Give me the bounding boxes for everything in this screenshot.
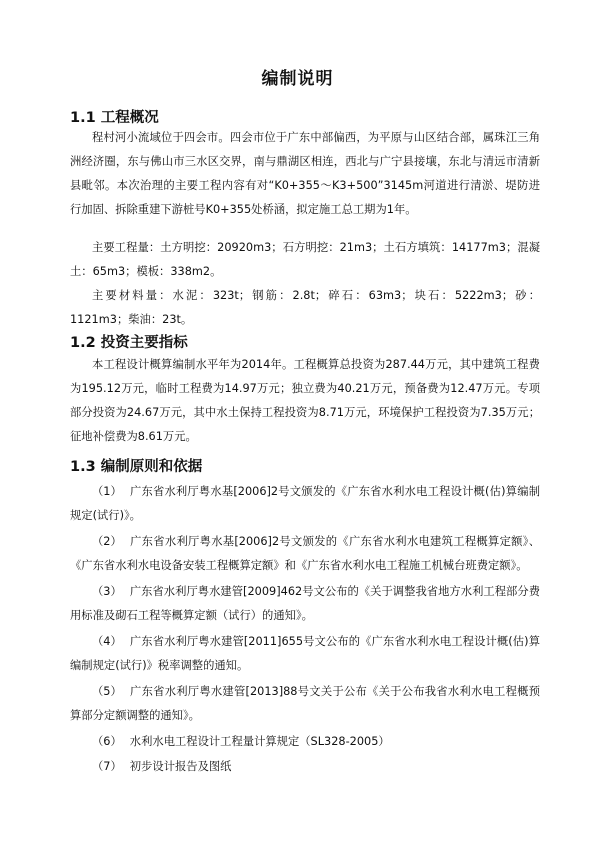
item-number: （5）: [92, 685, 122, 698]
document-title: 编制说明: [261, 69, 334, 89]
item-number: （1）: [92, 485, 122, 498]
investment-paragraph: 本工程设计概算编制水平年为2014年。工程概算总投资为287.44万元，其中建筑工程费为195.12万元，临时工程费为14.97万元；独立费为40.21万元，预备费为12.47万元。专项部分投资为24.67万元，其中水土保持工程投资为8.71万元，环境保护工程投资为7.35万元；征地补偿费为8.61万元。: [70, 358, 540, 443]
item-number: （7）: [92, 760, 122, 773]
item-number: （3）: [92, 585, 122, 598]
principle-item: [70, 755, 540, 779]
principle-item: [70, 480, 540, 528]
overview-paragraph: 程村河小流域位于四会市。四会市位于广东中部偏西，为平原与山区结合部，属珠江三角洲经济圈，东与佛山市三水区交界，南与鼎湖区相连，西北与广宁县接壤，东北与清远市清新县毗邻。本次治理的主要工程内容有对“K0+355～K3+500”3145m河道进行清淤、堤防进行加固、拆除重建下游桩号K0+355处桥涵，拟定施工总工期为1年。: [70, 131, 540, 216]
item-text: 广东省水利厅粤水基[2006]2号文颁发的《广东省水利水电工程设计概(估)算编制规定(试行)》。: [70, 485, 540, 522]
item-number: （4）: [92, 635, 122, 648]
principle-item: [70, 530, 540, 578]
item-text: 初步设计报告及图纸: [129, 760, 232, 773]
principle-item: [70, 630, 540, 678]
item-text: 广东省水利厅粤水基[2006]2号文颁发的《广东省水利水电建筑工程概算定额》、《广东省水利水电设备安装工程概算定额》和《广东省水利水电工程施工机械台班费定额》。: [70, 535, 540, 572]
materials-paragraph: 主要材料量：水泥：323t；钢筋：2.8t；碎石：63m3；块石：5222m3；砂：1121m3；柴油：23t。: [70, 289, 540, 326]
principle-item: [70, 580, 540, 628]
item-text: 广东省水利厅粤水建管[2009]462号文公布的《关于调整我省地方水利工程部分费用标准及砌石工程等概算定额（试行）的通知》。: [70, 585, 540, 622]
section-heading-principles: 1.3 编制原则和依据: [70, 459, 203, 475]
item-number: （2）: [92, 535, 122, 548]
item-text: 水利水电工程设计工程量计算规定（SL328-2005）: [129, 735, 390, 748]
principle-item: [70, 680, 540, 728]
section-heading-investment: 1.2 投资主要指标: [70, 335, 188, 351]
item-text: 广东省水利厅粤水建管[2011]655号文公布的《广东省水利水电工程设计概(估)算编制规定(试行)》税率调整的通知。: [70, 635, 540, 672]
item-text: 广东省水利厅粤水建管[2013]88号文关于公布《关于公布我省水利水电工程概预算部分定额调整的通知》。: [70, 685, 540, 722]
quantities-paragraph: 主要工程量：土方明挖：20920m3；石方明挖：21m3；土石方填筑：14177m3；混凝土：65m3；模板：338m2。: [70, 241, 540, 278]
section-heading-overview: 1.1 工程概况: [70, 110, 159, 126]
principle-item: [70, 730, 540, 754]
item-number: （6）: [92, 735, 122, 748]
